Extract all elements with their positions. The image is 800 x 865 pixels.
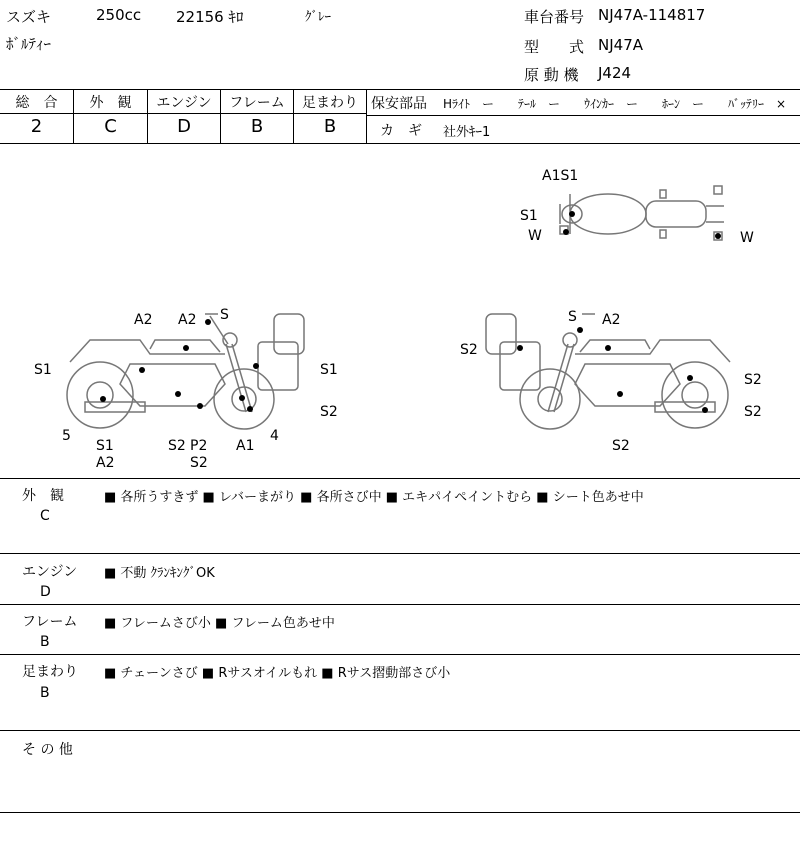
note-exterior-label: 外 観 — [22, 488, 64, 504]
bike-right-side — [486, 314, 730, 429]
key-value: 社外ｷｰ1 — [443, 125, 491, 140]
note-engine-label: エンジン — [22, 564, 78, 580]
bike-left-side — [67, 314, 304, 429]
divider — [0, 478, 800, 479]
note-exterior-text: ■ 各所うすきず ■ レバーまがり ■ 各所さび中 ■ エキパイペイントむら ■ シート色あせ中 — [104, 490, 644, 505]
label-a2: A2 — [602, 312, 621, 328]
label-s1: S1 — [96, 438, 114, 454]
label-s: S — [220, 307, 229, 323]
label-w: W — [740, 230, 754, 246]
divider — [0, 730, 800, 731]
note-suspension-text: ■ チェーンさび ■ Rサスオイルもれ ■ Rサス摺動部さび小 — [104, 666, 451, 681]
label-s1: S1 — [520, 208, 538, 224]
model-type-label: 型 式 — [524, 38, 585, 56]
divider — [0, 89, 800, 90]
note-frame-text: ■ フレームさび小 ■ フレーム色あせ中 — [104, 616, 335, 631]
maker: スズキ — [6, 8, 52, 26]
divider — [0, 812, 800, 813]
divider — [0, 654, 800, 655]
note-engine-grade: D — [40, 584, 51, 600]
grade-overall-label: 総 合 — [15, 95, 58, 111]
label-a1: A1 — [236, 438, 255, 454]
label-5: 5 — [62, 428, 71, 444]
note-suspension-grade: B — [40, 685, 50, 701]
label-a1s1: A1S1 — [542, 168, 579, 184]
label-s2: S2 — [612, 438, 630, 454]
label-a2: A2 — [134, 312, 153, 328]
grade-suspension-value: B — [323, 116, 337, 137]
engine-model-label: 原 動 機 — [524, 66, 579, 84]
label-p2: P2 — [190, 438, 208, 454]
key-label: カ ギ — [380, 123, 422, 139]
grade-exterior-label: 外 観 — [89, 95, 132, 111]
label-s: S — [568, 309, 577, 325]
divider — [366, 89, 367, 143]
label-s2: S2 — [190, 455, 208, 471]
damage-diagram — [0, 144, 800, 478]
label-a2: A2 — [96, 455, 115, 471]
frame-number-value: NJ47A-114817 — [598, 6, 706, 24]
label-s1: S1 — [320, 362, 338, 378]
color: ｸﾞﾚｰ — [305, 10, 331, 25]
safety-parts-label: 保安部品 — [371, 96, 427, 112]
label-s2: S2 — [460, 342, 478, 358]
note-other-label: そ の 他 — [22, 742, 73, 758]
note-engine-text: ■ 不動 ｸﾗﾝｷﾝｸﾞOK — [104, 566, 215, 581]
label-w: W — [528, 228, 542, 244]
model-type-value: NJ47A — [598, 36, 643, 54]
grade-frame-value: B — [250, 116, 264, 137]
divider — [0, 604, 800, 605]
label-s2: S2 — [320, 404, 338, 420]
label-4: 4 — [270, 428, 279, 444]
model-name: ﾎﾞﾙﾃｨｰ — [6, 35, 52, 53]
grade-exterior-value: C — [104, 116, 117, 137]
divider — [367, 115, 800, 116]
frame-number-label: 車台番号 — [524, 8, 585, 26]
mileage: 22156 ｷﾛ — [176, 8, 244, 26]
grade-overall-value: 2 — [30, 116, 43, 137]
note-frame-grade: B — [40, 634, 50, 650]
note-exterior-grade: C — [40, 508, 50, 524]
safety-parts-items: Hﾗｲﾄ ー ﾃｰﾙ ー ｳｲﾝｶｰ ー ﾎｰﾝ ー ﾊﾞｯﾃﾘｰ × — [443, 97, 787, 111]
label-s2: S2 — [744, 372, 762, 388]
bike-top-view — [560, 186, 724, 240]
label-s2: S2 — [744, 404, 762, 420]
grade-frame-label: フレーム — [229, 95, 285, 111]
grade-engine-label: エンジン — [156, 95, 212, 111]
grade-engine-value: D — [177, 116, 191, 137]
divider — [0, 553, 800, 554]
grade-suspension-label: 足まわり — [302, 95, 358, 111]
engine-model-value: J424 — [598, 64, 632, 82]
divider — [0, 113, 367, 114]
label-s1: S1 — [34, 362, 52, 378]
label-a2: A2 — [178, 312, 197, 328]
label-s2: S2 — [168, 438, 186, 454]
note-frame-label: フレーム — [22, 614, 78, 630]
displacement: 250cc — [96, 6, 142, 24]
note-suspension-label: 足まわり — [22, 664, 78, 680]
